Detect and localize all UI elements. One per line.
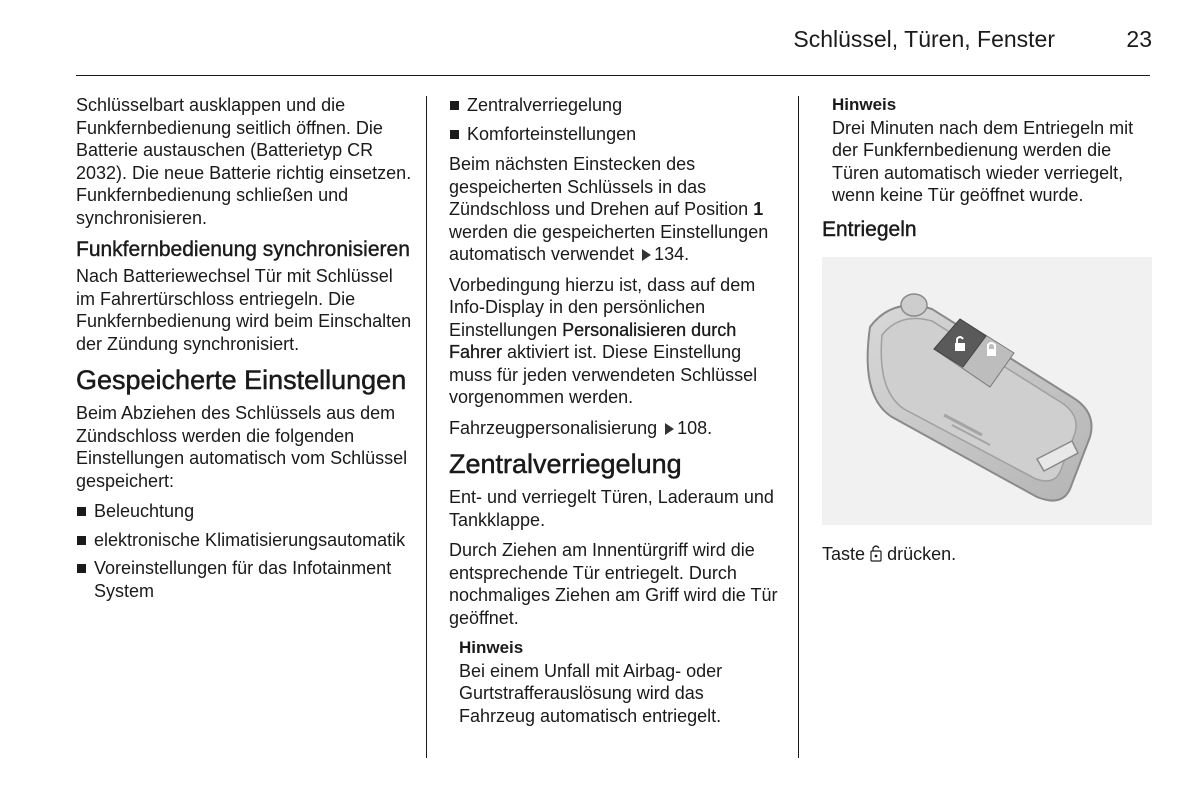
sync-heading: Funkfernbedienung synchronisieren — [76, 238, 410, 261]
column-3 — [822, 94, 1152, 575]
personalisation-reference: Fahrzeugpersonalisierung 108. — [449, 417, 713, 438]
list-item: elektronische Klimatisierungsautomatik — [76, 529, 412, 552]
note-text: Bei einem Unfall mit Airbag- oder Gurtstrafferauslösung wird das Fahrzeug automatisch entriegelt. — [459, 660, 723, 726]
battery-paragraph: Schlüsselbart ausklappen und die Funkfernbedienung seitlich öffnen. Die Batterie austauschen (Batterietyp CR 2032). Die neue Batterie richtig einsetzen. Funkfernbedienung schließen und synchronisieren. — [76, 95, 412, 228]
menu-item-name: Personalisieren durch Fahrer — [449, 319, 737, 362]
precondition-paragraph: Vorbedingung hierzu ist, dass auf dem Info-Display in den persönlichen Einstellungen Personalisieren durch Fahrer aktiviert ist. Diese Einstellung muss für jeden verwendeten Schlüssel vorgenommen werden. — [449, 274, 758, 407]
list-item: Zentralverriegelung — [449, 94, 779, 117]
column-divider-2 — [798, 96, 799, 758]
note-heading: Hinweis — [832, 95, 897, 114]
column-2 — [449, 94, 779, 735]
sync-paragraph: Nach Batteriewechsel Tür mit Schlüssel im Fahrertürschloss entriegeln. Die Funkfernbedienung wird beim Einschalten der Zündung synchronisiert. — [76, 266, 412, 354]
page-reference[interactable]: 134. — [654, 244, 690, 264]
reuse-paragraph: Beim nächsten Einstecken des gespeicherten Schlüssels in das Zündschloss und Drehen auf Position 1 werden die gespeicherten Einstellungen automatisch verwendet 134. — [449, 154, 769, 264]
page-reference[interactable]: 108. — [677, 417, 713, 438]
stored-settings-paragraph: Beim Abziehen des Schlüssels aus dem Zündschloss werden die folgenden Einstellungen automatisch vom Schlüssel gespeichert: — [76, 403, 408, 491]
note-box — [832, 94, 1152, 207]
key-fob-illustration — [822, 257, 1152, 525]
stored-settings-list — [76, 500, 412, 602]
header-rule — [76, 75, 1150, 76]
position-number: 1 — [753, 199, 764, 219]
list-item: Voreinstellungen für das Infotainment System — [76, 557, 412, 602]
note-text: Drei Minuten nach dem Entriegeln mit der Funkfernbedienung werden die Türen automatisch wieder verriegelt, wenn keine Tür geöffnet wurde. — [832, 117, 1134, 205]
stored-settings-heading: Gespeicherte Einstellungen — [76, 365, 407, 395]
central-locking-paragraph-2: Durch Ziehen am Innentürgriff wird die entsprechende Tür entriegelt. Durch nochmaliges Ziehen am Griff wird die Tür geöffnet. — [449, 540, 778, 628]
unlock-heading: Entriegeln — [822, 217, 917, 241]
central-locking-paragraph-1: Ent- und verriegelt Türen, Laderaum und Tankklappe. — [449, 487, 774, 530]
unlock-instruction: Taste drücken. — [822, 543, 1152, 568]
list-item: Beleuchtung — [76, 500, 412, 523]
header-title: Schlüssel, Türen, Fenster — [793, 26, 1055, 52]
stored-settings-list-continued — [449, 94, 779, 145]
note-heading: Hinweis — [459, 638, 524, 657]
central-locking-heading: Zentralverriegelung — [449, 449, 682, 479]
list-item: Komforteinstellungen — [449, 123, 779, 146]
note-box — [459, 637, 779, 727]
column-1 — [76, 94, 412, 610]
page-reference-icon — [665, 423, 674, 435]
column-divider-1 — [426, 96, 427, 758]
page-number: 23 — [1126, 26, 1152, 52]
page-reference-icon — [642, 249, 651, 261]
unlock-icon — [870, 544, 882, 568]
key-fob-image — [822, 257, 1152, 525]
